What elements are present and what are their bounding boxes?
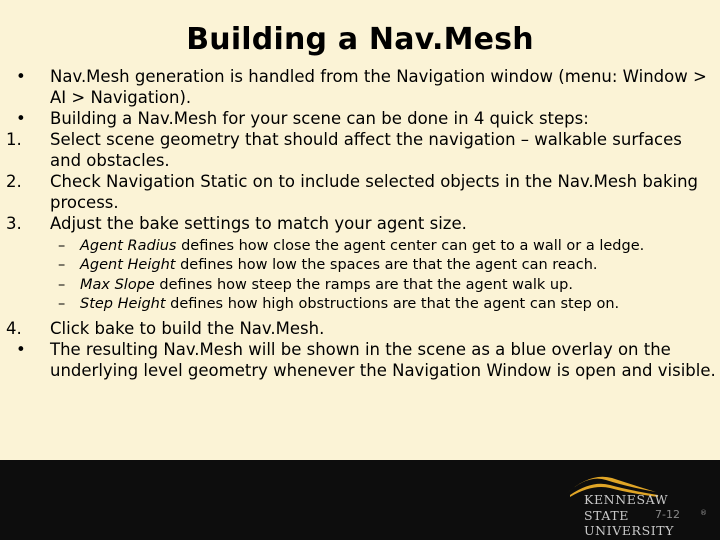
list-item-text: Click bake to build the Nav.Mesh. (50, 318, 325, 338)
bullet-marker: • (16, 109, 26, 128)
page-number: 7-12 (655, 508, 680, 521)
slide-content (4, 66, 716, 381)
bullet-marker: • (16, 339, 26, 359)
term: Max Slope (80, 276, 155, 293)
list-item (4, 171, 716, 213)
number-marker: 1. (6, 130, 22, 149)
logo-text-line1: KENNESAW (584, 492, 669, 507)
number-marker: 2. (6, 172, 22, 191)
bullet-marker: • (16, 67, 26, 86)
dash-marker: – (58, 276, 66, 293)
list-item (4, 108, 716, 129)
list-item (4, 129, 716, 171)
list-item (4, 213, 716, 234)
list-item-text: Adjust the bake settings to match your agent size. (50, 214, 467, 233)
list-item (4, 339, 716, 381)
sub-list-item (4, 295, 716, 314)
definition: defines how high obstructions are that the agent can step on. (165, 296, 620, 313)
number-marker: 4. (6, 318, 22, 338)
list-item-text: Building a Nav.Mesh for your scene can be done in 4 quick steps: (50, 109, 589, 128)
list-item (4, 318, 716, 339)
dash-marker: – (58, 296, 66, 313)
sub-list (4, 237, 716, 315)
number-marker: 3. (6, 214, 22, 233)
definition: defines how steep the ramps are that the agent walk up. (154, 276, 573, 293)
list-item-text: Nav.Mesh generation is handled from the Navigation window (menu: Window > AI > Navigation). (50, 67, 707, 107)
term: Step Height (80, 296, 166, 313)
dash-marker: – (58, 238, 66, 254)
dash-marker: – (58, 257, 66, 274)
slide-title: Building a Nav.Mesh (186, 22, 534, 57)
list-item-text: Select scene geometry that should affect the navigation – walkable surfaces and obstacles. (50, 130, 682, 170)
sub-list-item (4, 237, 716, 256)
list-item-text: Check Navigation Static on to include selected objects in the Nav.Mesh baking process. (50, 172, 699, 212)
definition: defines how close the agent center can get to a wall or a ledge. (176, 238, 645, 254)
term: Agent Height (80, 257, 176, 274)
sub-list-item (4, 256, 716, 275)
definition: defines how low the spaces are that the agent can reach. (175, 257, 598, 274)
registered-mark: ® (700, 509, 707, 517)
logo-text-line2: STATE UNIVERSITY (584, 508, 675, 538)
list-item (4, 66, 716, 108)
sub-list-item (4, 276, 716, 295)
term: Agent Radius (80, 238, 177, 254)
list-item-text: The resulting Nav.Mesh will be shown in the scene as a blue overlay on the underlying level geometry whenever the Navigation Window is open and visible. (50, 339, 716, 380)
